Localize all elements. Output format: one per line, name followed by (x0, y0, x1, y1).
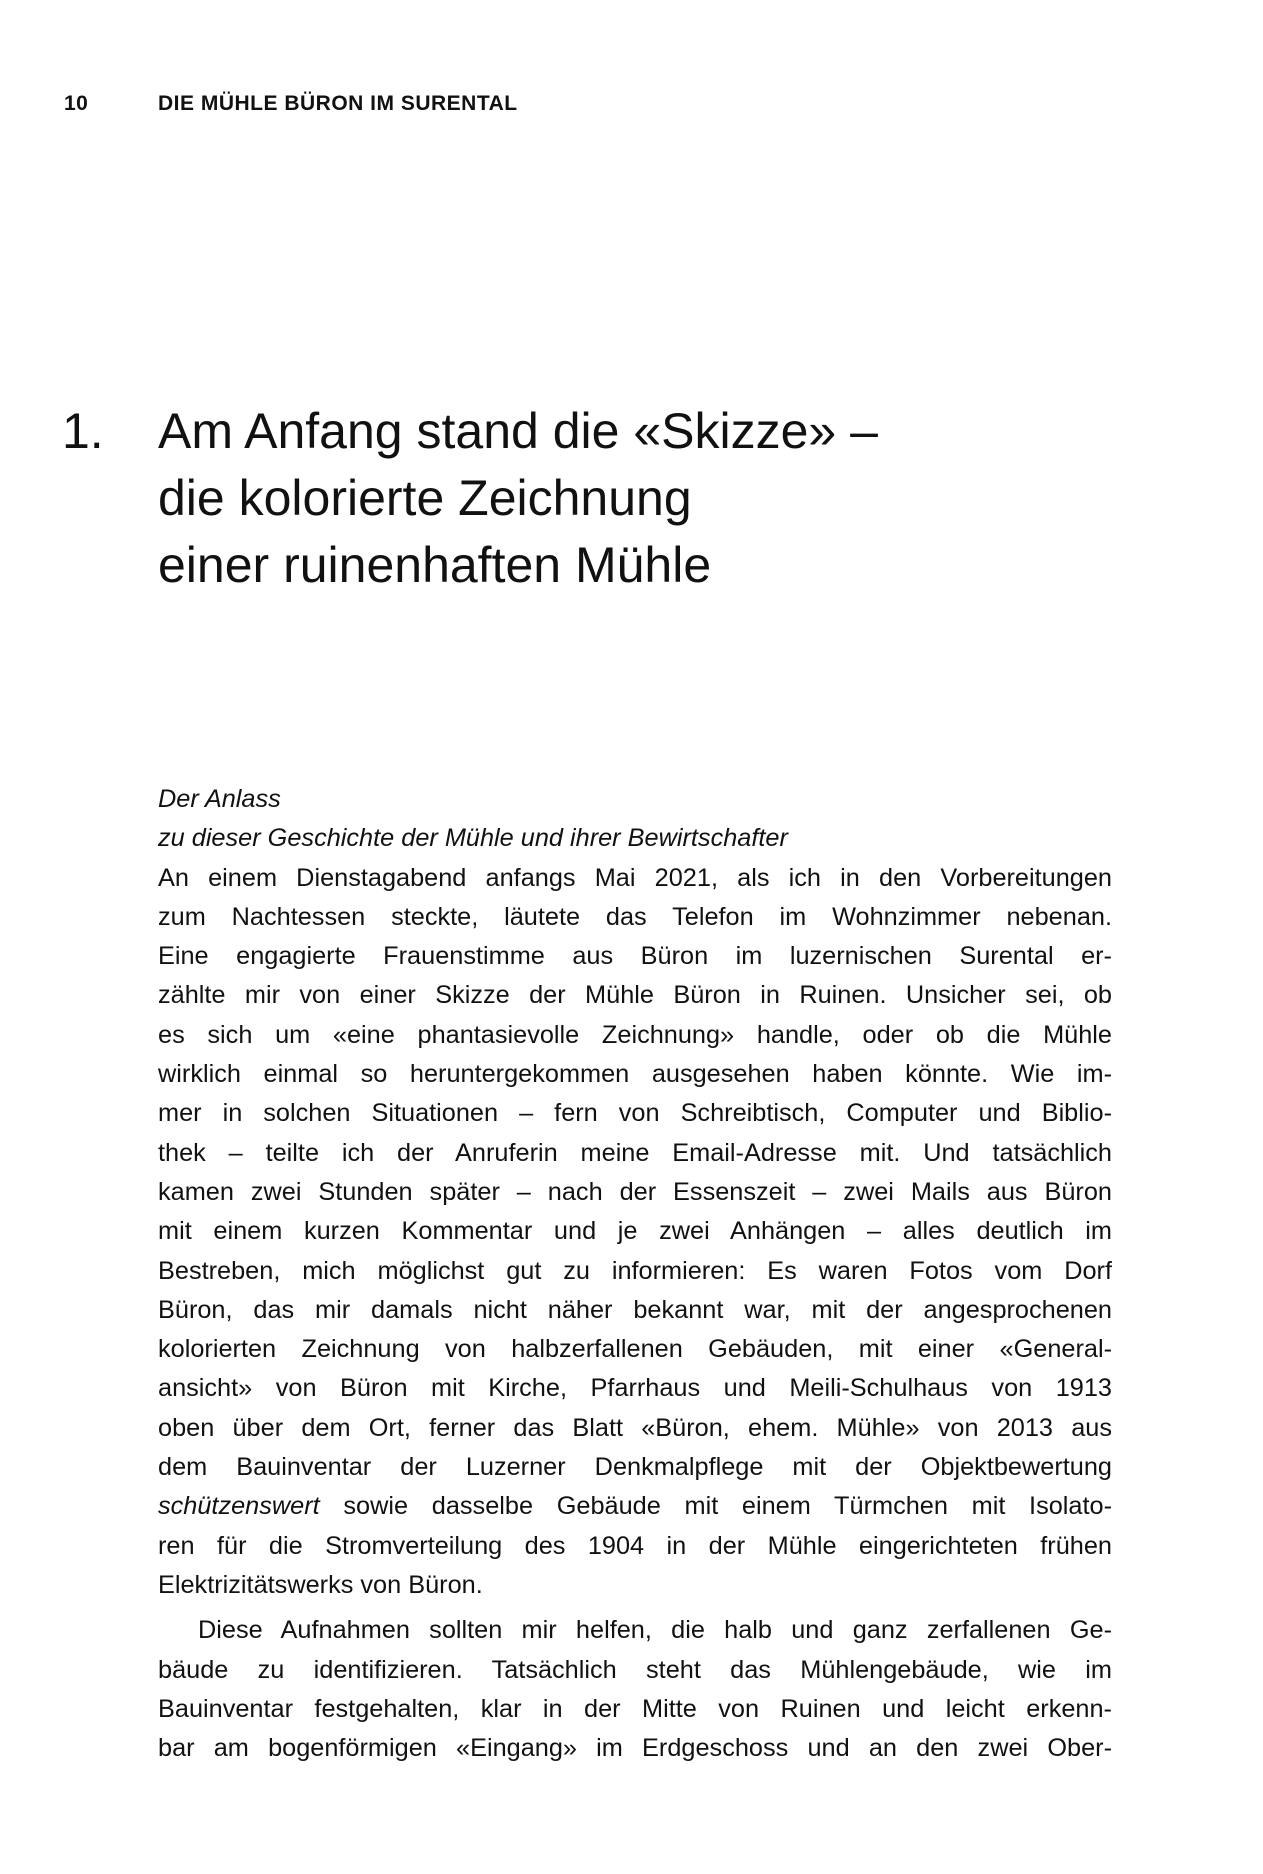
text-line: es sich um «eine phantasievolle Zeichnung» handle, oder ob die Mühle (158, 1020, 1112, 1049)
text-line: Diese Aufnahmen sollten mir helfen, die halb und ganz zerfallenen Ge- (198, 1616, 1112, 1645)
text-line: zählte mir von einer Skizze der Mühle Büron in Ruinen. Unsicher sei, ob (158, 981, 1112, 1010)
chapter-number: 1. (62, 403, 104, 459)
text-line: Bauinventar festgehalten, klar in der Mitte von Ruinen und leicht erkenn- (158, 1694, 1112, 1723)
body-text (158, 780, 1112, 1768)
text-line: wirklich einmal so heruntergekommen ausgesehen haben könnte. Wie im- (158, 1060, 1112, 1089)
text-line: ren für die Stromverteilung des 1904 in der Mühle eingerichteten frühen (158, 1531, 1112, 1560)
text-line: oben über dem Ort, ferner das Blatt «Büron, ehem. Mühle» von 2013 aus (158, 1413, 1112, 1442)
chapter-title-line: einer ruinenhaften Mühle (158, 537, 712, 593)
paragraph-2 (158, 1611, 1112, 1768)
paragraph-1 (158, 859, 1112, 1606)
running-head (64, 92, 518, 116)
text-line: kolorierten Zeichnung von halbzerfallenen Gebäuden, mit einer «General- (158, 1335, 1112, 1364)
text-line: Eine engagierte Frauenstimme aus Büron im luzernischen Surental er- (158, 942, 1112, 971)
text-line: bar am bogenförmigen «Eingang» im Erdgeschoss und an den zwei Ober- (158, 1734, 1112, 1763)
chapter-heading (62, 398, 1122, 599)
text-line: ansicht» von Büron mit Kirche, Pfarrhaus und Meili-Schulhaus von 1913 (158, 1374, 1112, 1403)
chapter-title-line: die kolorierte Zeichnung (158, 470, 692, 526)
chapter-title-line: Am Anfang stand die «Skizze» – (158, 403, 878, 459)
text-line: bäude zu identifizieren. Tatsächlich steht das Mühlengebäude, wie im (158, 1655, 1112, 1684)
text-line-rest: sowie dasselbe Gebäude mit einem Türmchen mit Isolato- (319, 1492, 1112, 1521)
italic-term: schützenswert (158, 1492, 320, 1521)
text-line: Büron, das mir damals nicht näher bekannt war, mit der angesprochenen (158, 1295, 1112, 1324)
running-title: DIE MÜHLE BÜRON IM SURENTAL (158, 92, 518, 115)
chapter-title (158, 398, 1122, 599)
text-line: dem Bauinventar der Luzerner Denkmalpflege mit der Objektbewertung (158, 1453, 1112, 1482)
section-heading-line: Der Anlass (158, 785, 281, 813)
text-line: thek – teilte ich der Anruferin meine Email-Adresse mit. Und tatsächlich (158, 1138, 1112, 1167)
section-heading-line: zu dieser Geschichte der Mühle und ihrer Bewirtschafter (158, 824, 788, 853)
text-line: Bestreben, mich möglichst gut zu informieren: Es waren Fotos vom Dorf (158, 1256, 1112, 1285)
text-line: An einem Dienstagabend anfangs Mai 2021, als ich in den Vorbereitungen (158, 863, 1112, 892)
section-heading (158, 780, 1112, 859)
text-line: kamen zwei Stunden später – nach der Essenszeit – zwei Mails aus Büron (158, 1177, 1112, 1206)
text-line (158, 1487, 1112, 1526)
page-number: 10 (64, 92, 89, 115)
text-line: mit einem kurzen Kommentar und je zwei Anhängen – alles deutlich im (158, 1217, 1112, 1246)
text-line: mer in solchen Situationen – fern von Schreibtisch, Computer und Biblio- (158, 1099, 1112, 1128)
text-line: Elektrizitätswerks von Büron. (158, 1570, 483, 1599)
text-line: zum Nachtessen steckte, läutete das Telefon im Wohnzimmer nebenan. (158, 902, 1112, 931)
